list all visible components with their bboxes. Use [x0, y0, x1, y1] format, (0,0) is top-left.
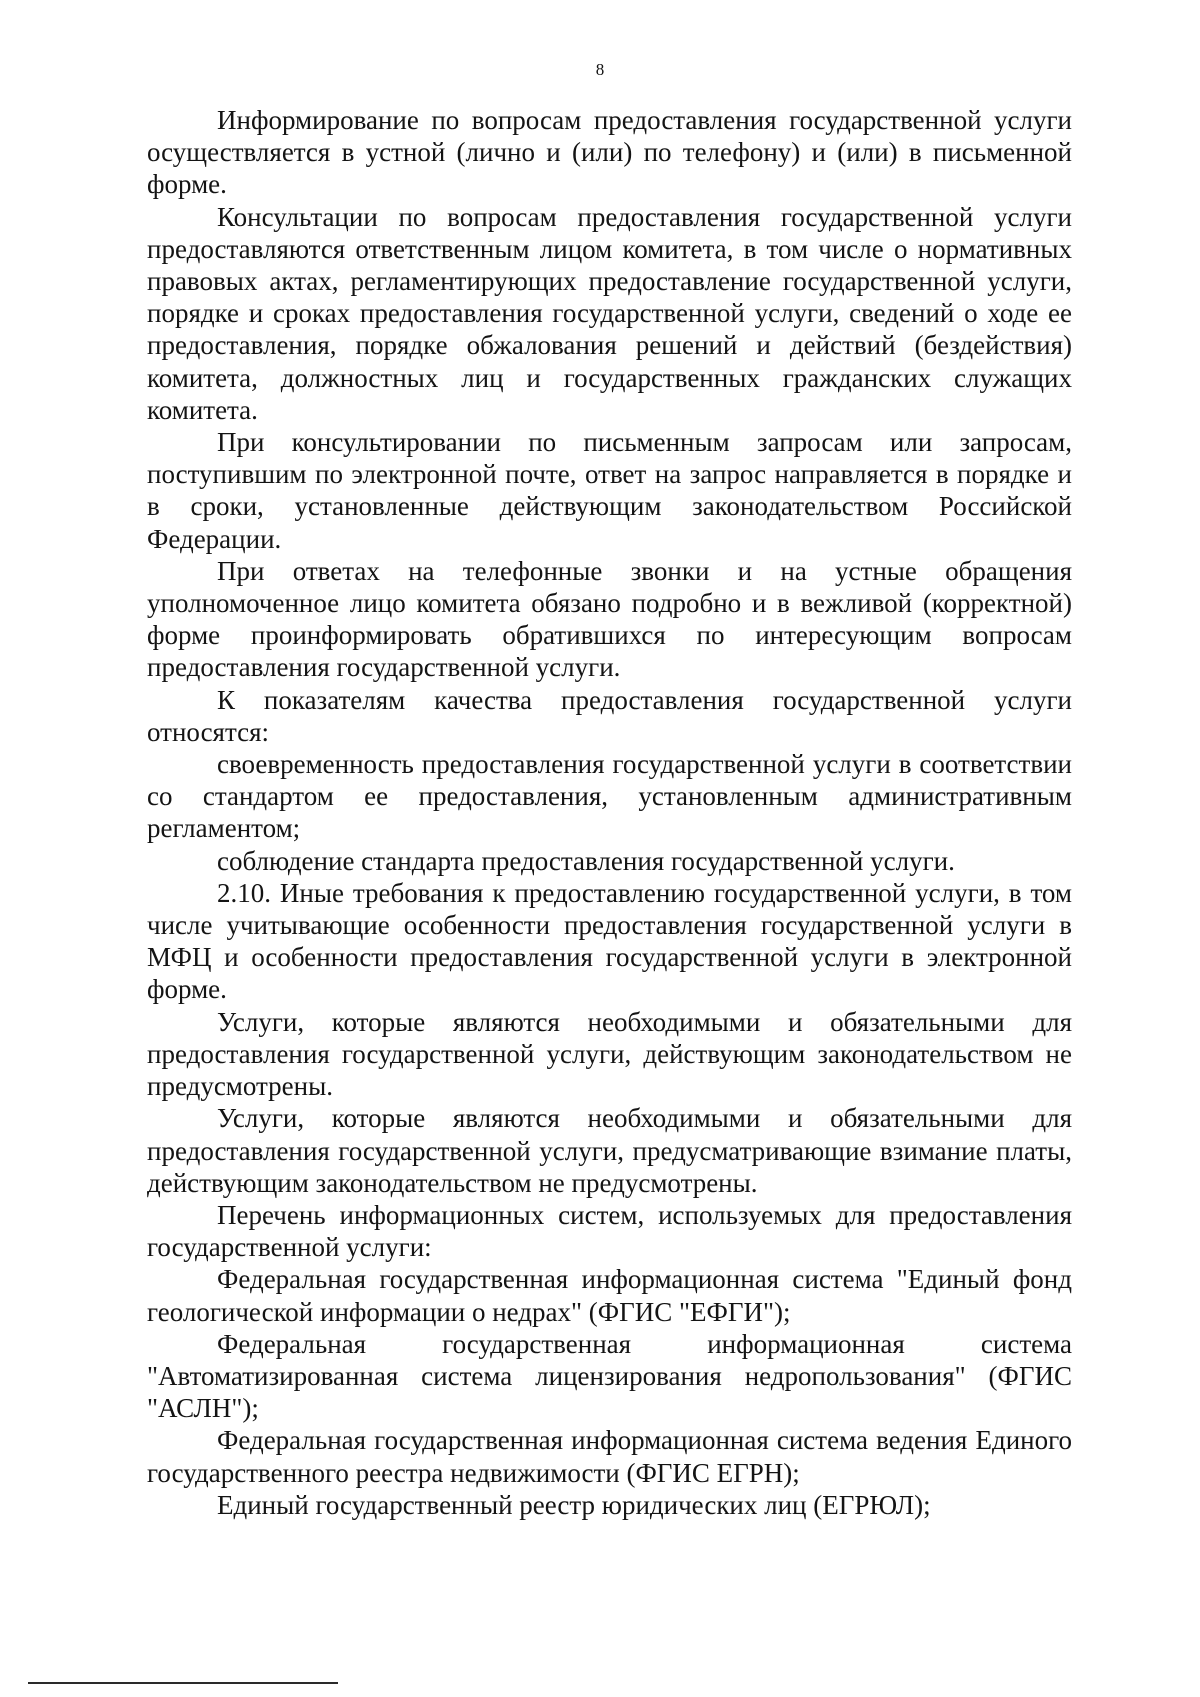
page-number: 8	[595, 60, 605, 79]
paragraph-quality-indicators: К показателям качества предоставления государственной услуги относятся:	[147, 684, 1072, 747]
paragraph-required-services: Услуги, которые являются необходимыми и обязательными для предоставления государственной услуги, действующим законодательством не предусмотрены.	[147, 1006, 1072, 1102]
paragraph-consultations: Консультации по вопросам предоставления государственной услуги предоставляются ответственным лицом комитета, в том числе о нормативных правовых актах, регламентирующих предоставление государственной услуги, порядке и сроках предоставления государственной услуги, сведений о ходе ее предоставления, порядке обжалования решений и действий (бездействия) комитета, должностных лиц и государственных гражданских служащих комитета.	[147, 201, 1072, 425]
paragraph-standard-compliance: соблюдение стандарта предоставления государственной услуги.	[217, 845, 955, 876]
paragraph-fgis-efgi: Федеральная государственная информационная система "Единый фонд геологической информации о недрах" (ФГИС "ЕФГИ");	[147, 1264, 1072, 1327]
paragraph-timeliness: своевременность предоставления государственной услуги в соответствии со стандартом ее предоставления, установленным административным регламентом;	[147, 749, 1072, 844]
paragraph-phone-calls: При ответах на телефонные звонки и на устные обращения уполномоченное лицо комитета обязано подробно и в вежливой (корректной) форме проинформировать обратившихся по интересующим вопросам предоставления государственной услуги.	[147, 555, 1072, 683]
paragraph-fgis-egrn: Федеральная государственная информационная система ведения Единого государственного реестра недвижимости (ФГИС ЕГРН);	[147, 1425, 1072, 1488]
paragraph-informing: Информирование по вопросам предоставления государственной услуги осуществляется в устной (лично и (или) по телефону) и (или) в письменной форме.	[147, 105, 1072, 200]
paragraph-info-systems-list: Перечень информационных систем, используемых для предоставления государственной услуги:	[147, 1199, 1072, 1263]
bottom-rule	[28, 1682, 338, 1684]
paragraph-section-2-10: 2.10. Иные требования к предоставлению государственной услуги, в том числе учитывающие особенности предоставления государственной услуги в МФЦ и особенности предоставления государственной услуги в электронной форме.	[147, 877, 1072, 1005]
paragraph-fgis-asln: Федеральная государственная информационная система "Автоматизированная система лицензирования недропользования" (ФГИС "АСЛН");	[147, 1328, 1072, 1424]
paragraph-written-requests: При консультировании по письменным запросам или запросам, поступившим по электронной почте, ответ на запрос направляется в порядке и в сроки, установленные действующим законодательством Российской Федерации.	[147, 427, 1072, 554]
paragraph-egrul: Единый государственный реестр юридических лиц (ЕГРЮЛ);	[217, 1489, 931, 1520]
document-body	[147, 104, 1072, 1521]
paragraph-paid-services: Услуги, которые являются необходимыми и обязательными для предоставления государственной услуги, предусматривающие взимание платы, действующим законодательством не предусмотрены.	[147, 1103, 1072, 1198]
